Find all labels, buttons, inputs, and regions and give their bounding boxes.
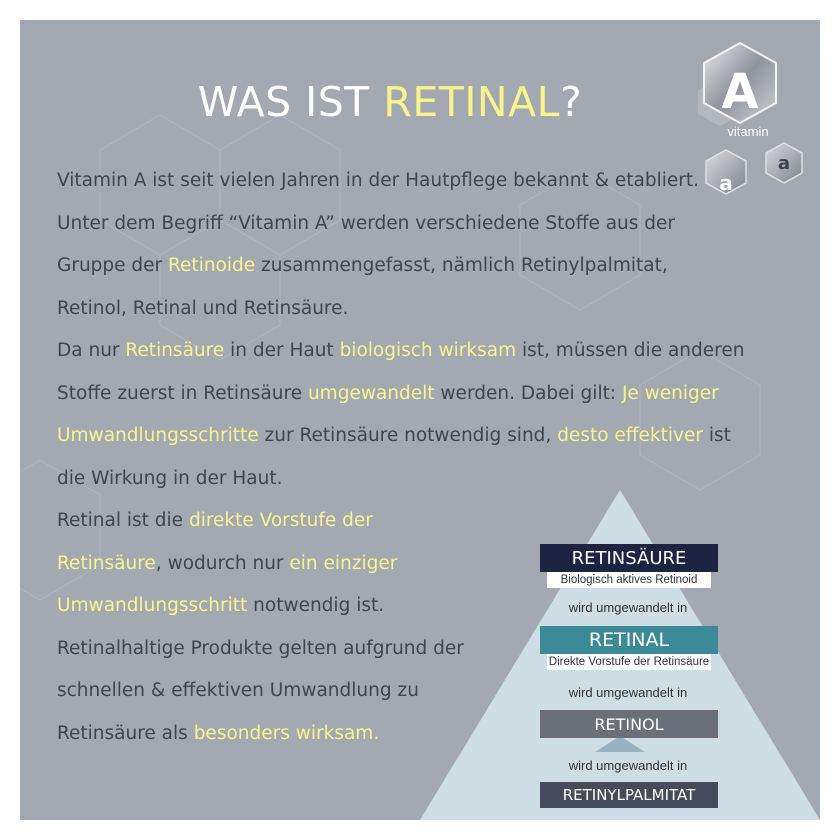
level-retinsaeure-label: RETINSÄURE (571, 547, 687, 569)
body-text-segment: Gruppe der (57, 255, 169, 276)
conversion-label-1: wird umgewandelt in (568, 600, 688, 615)
highlighted-text: Je weniger (621, 382, 719, 404)
body-line (57, 373, 737, 416)
body-line (57, 245, 737, 288)
body-line (57, 415, 737, 458)
body-line (57, 203, 737, 246)
body-text-segment: schnellen & effektiven Umwandlung zu (57, 680, 419, 701)
body-text-segment: notwendig ist. (247, 595, 385, 616)
highlighted-text: umgewandelt (307, 382, 435, 404)
body-text-segment: werden. Dabei gilt: (434, 382, 622, 404)
highlighted-text: Retinsäure (57, 552, 156, 574)
body-text-segment: ist (702, 425, 731, 446)
body-line (57, 288, 737, 331)
level-retinal (540, 626, 718, 654)
logo-small-letter-2: a (719, 171, 733, 195)
highlighted-text: besonders wirksam. (193, 722, 380, 744)
body-text-segment: zur Retinsäure notwendig sind, (258, 425, 558, 446)
body-line (57, 160, 737, 203)
highlighted-text: direkte Vorstufe der (188, 510, 373, 531)
infographic-panel (20, 20, 820, 820)
body-text-segment: Unter dem Begriff “Vitamin A” werden verschiedene Stoffe aus der (57, 212, 676, 234)
body-text-segment: die Wirkung in der Haut. (57, 467, 283, 489)
logo-small-letter-1: a (777, 153, 791, 174)
logo-word: vitamin (727, 124, 769, 139)
body-text-segment: Da nur (57, 340, 126, 361)
level-retinol (540, 710, 718, 738)
body-text-segment: zusammengefasst, nämlich Retinylpalmitat, (255, 255, 668, 276)
conversion-label-2: wird umgewandelt in (568, 685, 688, 700)
logo-big-letter: A (721, 64, 759, 120)
body-text-segment: Vitamin A ist seit vielen Jahren in der Hautpflege bekannt & etabliert. (57, 170, 700, 191)
body-text-segment: , wodurch nur (155, 552, 290, 574)
highlighted-text: desto effektiver (557, 425, 703, 446)
title-part-2: ? (559, 78, 583, 126)
title-highlight: RETINAL (383, 78, 560, 126)
highlighted-text: Umwandlungsschritte (57, 425, 259, 446)
body-text-segment: ist, müssen die anderen (516, 340, 745, 361)
highlighted-text: Retinsäure (125, 340, 225, 361)
highlighted-text: Umwandlungsschritt (57, 595, 248, 616)
level-retinal-sub: Direkte Vorstufe der Retinsäure (548, 656, 710, 668)
body-text-segment: Stoffe zuerst in Retinsäure (57, 382, 308, 404)
highlighted-text: biologisch wirksam (339, 340, 517, 361)
level-retinylpalmitat (540, 782, 718, 808)
level-retinol-label: RETINOL (594, 714, 664, 734)
body-text-segment: Retinol, Retinal und Retinsäure. (57, 297, 349, 319)
highlighted-text: Retinoide (168, 255, 256, 276)
page-title (20, 78, 760, 126)
body-line (57, 330, 745, 373)
conversion-label-3: wird umgewandelt in (568, 758, 688, 773)
level-retinal-label: RETINAL (588, 629, 670, 651)
body-text-segment: Retinal ist die (57, 510, 189, 531)
body-text-segment: Retinalhaltige Produkte gelten aufgrund der (57, 637, 464, 659)
level-retinylpalmitat-label: RETINYLPALMITAT (562, 786, 696, 804)
highlighted-text: ein einziger (289, 552, 398, 574)
body-text-segment: Retinsäure als (57, 722, 194, 744)
title-part-1: WAS IST (197, 78, 384, 126)
body-text-segment: in der Haut (224, 340, 340, 361)
level-retinsaeure-sub: Biologisch aktives Retinoid (547, 572, 711, 588)
level-retinsaeure (540, 544, 718, 572)
